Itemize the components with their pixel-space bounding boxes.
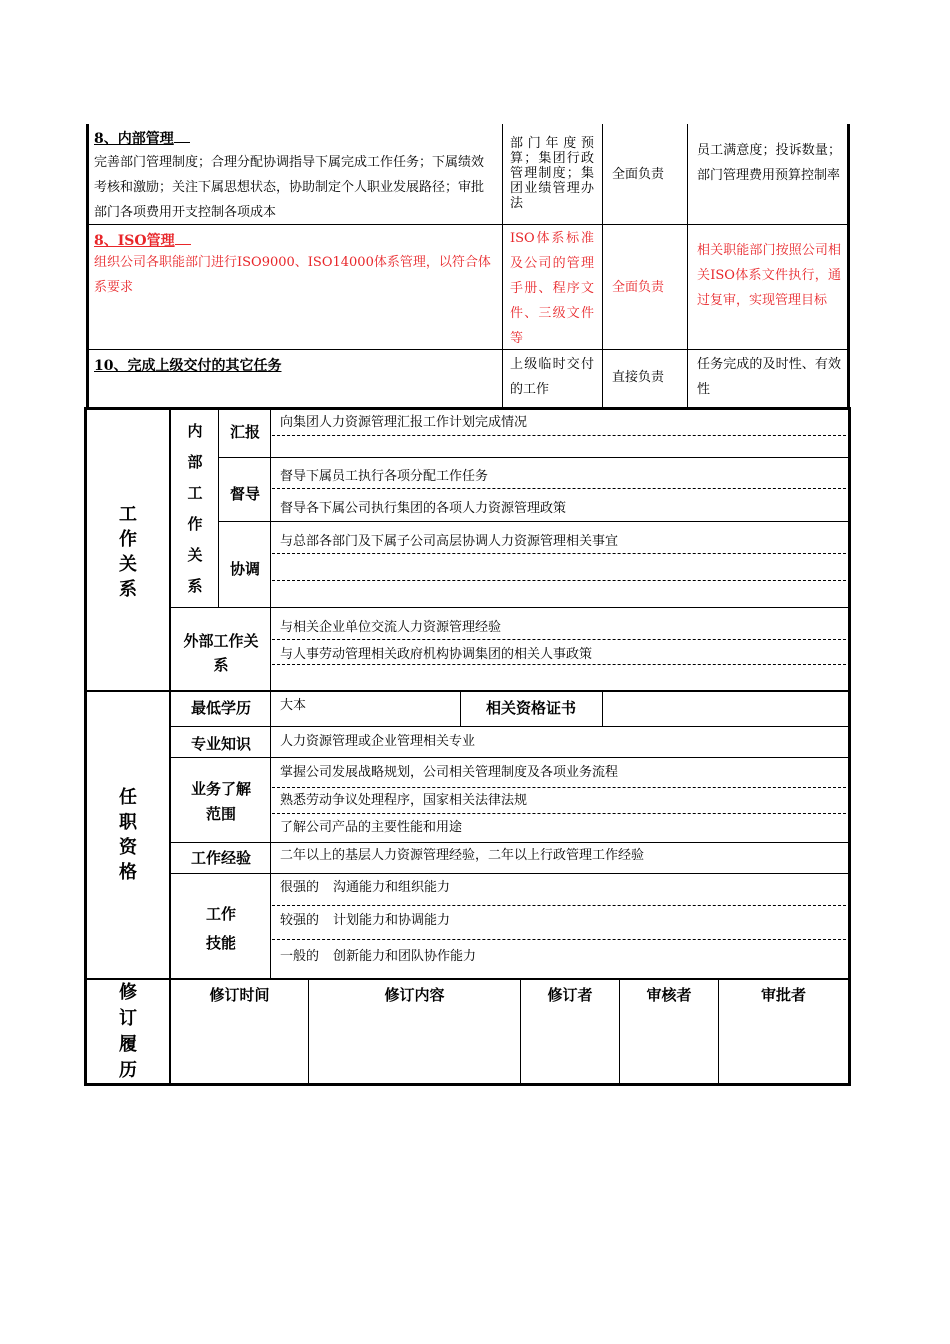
external-item: 与相关企业单位交流人力资源管理经验 xyxy=(280,620,502,635)
revision-header-content: 修订内容 xyxy=(384,986,445,1004)
duty-title: 10、完成上级交付的其它任务 xyxy=(94,358,282,374)
business-item: 掌握公司发展战略规划，公司相关管理制度及各项业务流程 xyxy=(280,765,619,780)
skills-label: 工作技能 xyxy=(205,905,236,952)
coordinate-label: 协调 xyxy=(229,560,260,578)
skill-level: 较强的 xyxy=(280,913,320,928)
skill-name: 计划能力和协调能力 xyxy=(333,913,451,928)
duty-responsibility: 全面负责 xyxy=(612,280,665,295)
external-item: 与人事劳动管理相关政府机构协调集团的相关人事政策 xyxy=(280,647,593,662)
skill-item xyxy=(280,944,476,969)
duty-title: 8、ISO管理 xyxy=(94,230,191,250)
revision-title: 修订履历 xyxy=(119,982,137,1081)
skill-item xyxy=(280,875,450,900)
report-item: 向集团人力资源管理汇报工作计划完成情况 xyxy=(280,415,528,430)
supervise-item: 督导各下属公司执行集团的各项人力资源管理政策 xyxy=(280,501,567,516)
skill-name: 创新能力和团队协作能力 xyxy=(333,949,477,964)
revision-header-time: 修订时间 xyxy=(209,986,270,1004)
work-relations-title: 工作关系 xyxy=(119,504,137,600)
duty-responsibility: 直接负责 xyxy=(612,370,665,385)
knowledge-label: 专业知识 xyxy=(190,735,251,753)
duty-basis: 部门年度预算；集团行政管理制度；集团业绩管理办法 xyxy=(510,136,594,211)
skill-item xyxy=(280,908,450,933)
revision-header-reviewer: 审核者 xyxy=(646,986,692,1004)
duty-standard: 任务完成的及时性、有效性 xyxy=(697,357,841,397)
business-item: 熟悉劳动争议处理程序，国家相关法律法规 xyxy=(280,793,528,808)
coordinate-item: 与总部各部门及下属子公司高层协调人力资源管理相关事宜 xyxy=(280,534,619,549)
external-relations-label: 外部工作关系 xyxy=(183,632,259,674)
duty-basis: ISO体系标准及公司的管理手册、程序文件、三级文件等 xyxy=(510,231,594,346)
knowledge-value: 人力资源管理或企业管理相关专业 xyxy=(280,734,476,749)
report-label: 汇报 xyxy=(229,423,260,441)
business-scope-label: 业务了解范围 xyxy=(190,780,251,823)
duty-description: 组织公司各职能部门进行ISO9000、ISO14000体系管理，以符合体系要求 xyxy=(94,255,491,295)
revision-header-approver: 审批者 xyxy=(760,986,806,1004)
certificate-label: 相关资格证书 xyxy=(485,699,576,717)
supervise-item: 督导下属员工执行各项分配工作任务 xyxy=(280,469,489,484)
duty-description: 完善部门管理制度；合理分配协调指导下属完成工作任务；下属绩效考核和激励；关注下属思想状态，协助制定个人职业发展路径；审批部门各项费用开支控制各项成本 xyxy=(94,155,485,220)
internal-relations-label: 内部工作关系 xyxy=(187,422,203,595)
skill-level: 很强的 xyxy=(280,880,320,895)
duty-standard: 员工满意度；投诉数量；部门管理费用预算控制率 xyxy=(697,143,841,183)
education-value: 大本 xyxy=(280,698,307,713)
duty-basis: 上级临时交付的工作 xyxy=(510,357,594,397)
qualifications-title: 任职资格 xyxy=(119,787,137,883)
duty-responsibility: 全面负责 xyxy=(612,167,665,182)
revision-header-reviser: 修订者 xyxy=(547,986,593,1004)
experience-label: 工作经验 xyxy=(190,849,251,867)
skill-level: 一般的 xyxy=(280,949,320,964)
business-item: 了解公司产品的主要性能和用途 xyxy=(280,820,463,835)
education-label: 最低学历 xyxy=(190,699,251,717)
experience-value: 二年以上的基层人力资源管理经验，二年以上行政管理工作经验 xyxy=(280,848,645,863)
duty-standard: 相关职能部门按照公司相关ISO体系文件执行，通过复审，实现管理目标 xyxy=(697,243,841,308)
skill-name: 沟通能力和组织能力 xyxy=(333,880,451,895)
duty-title: 8、内部管理 xyxy=(94,128,190,148)
supervise-label: 督导 xyxy=(229,485,260,503)
